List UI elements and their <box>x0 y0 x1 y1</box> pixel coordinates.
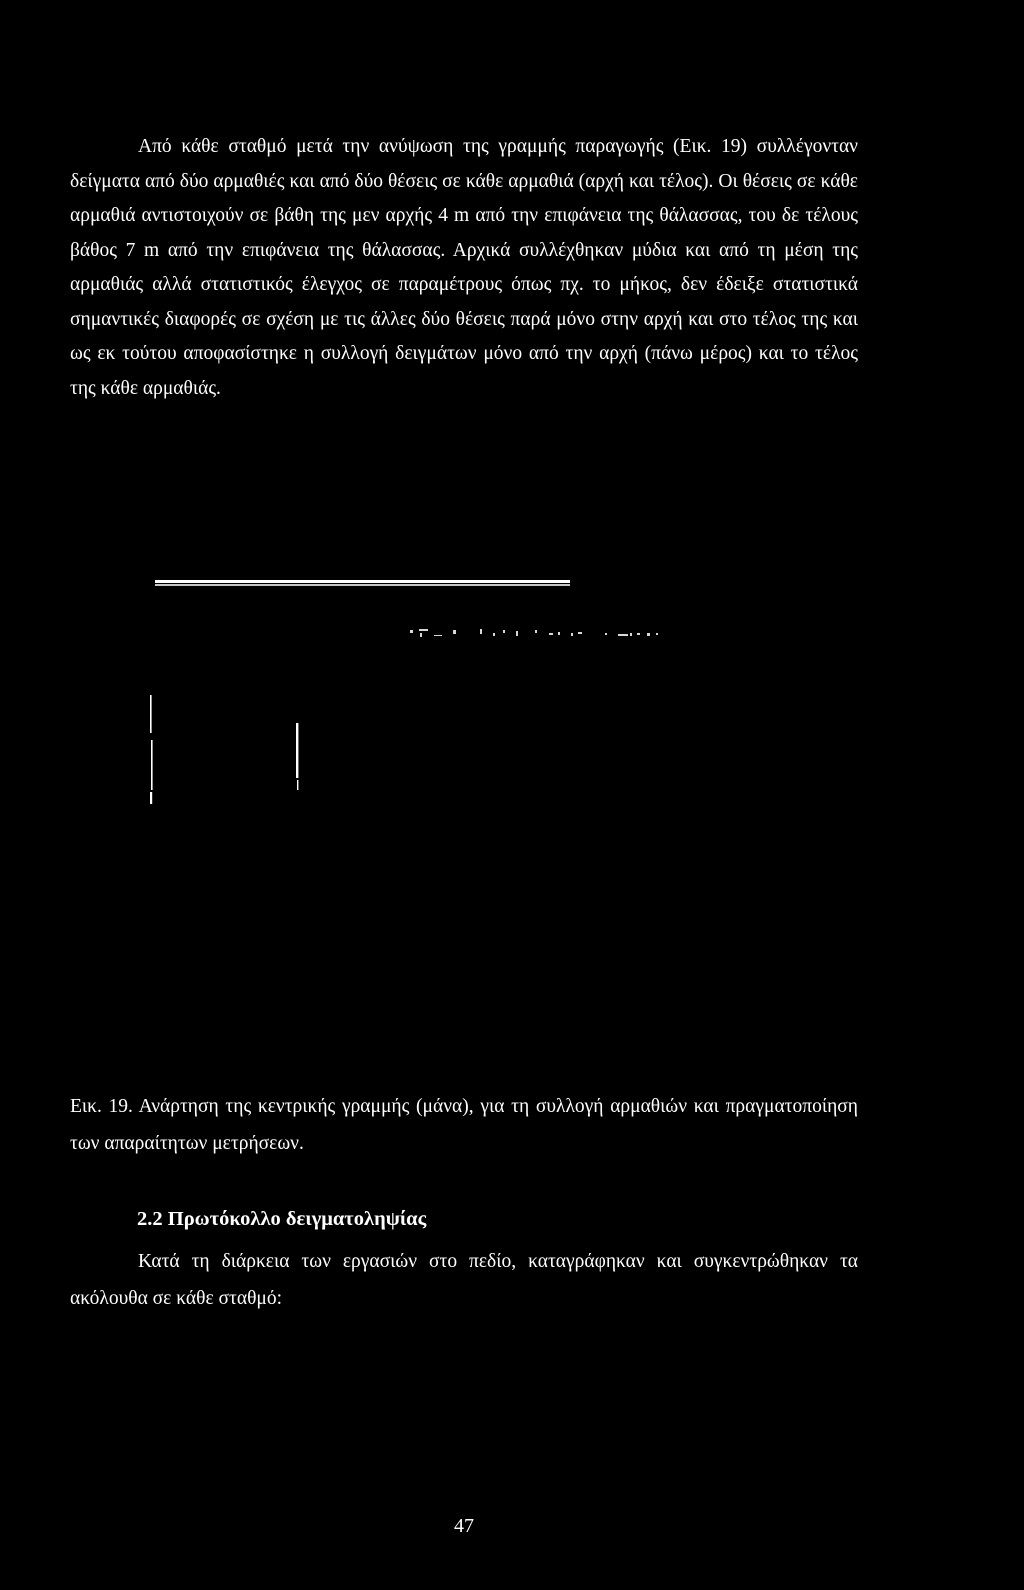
intro-paragraph: Από κάθε σταθμό μετά την ανύψωση της γραμμής παραγωγής (Εικ. 19) συλλέγονταν δείγματα από δύο αρμαθιές και από δύο θέσεις σε κάθε αρμαθιά (αρχή και τέλος). Οι θέσεις σε κάθε αρμαθιά αντιστοιχούν σε βάθη της μεν αρχής 4 m από την επιφάνεια της θάλασσας, του δε τέλους βάθος 7 m από την επιφάνεια της θάλασσας. Αρχικά συλλέχθηκαν μύδια και από τη μέση της αρμαθιάς αλλά στατιστικός έλεγχος σε παραμέτρους όπως πχ. το μήκος, δεν έδειξε στατιστικά σημαντικές διαφορές σε σχέση με τις άλλες δύο θέσεις παρά μόνο στην αρχή και στο τέλος της και ως εκ τούτου αποφασίστηκε η συλλογή δειγμάτων μόνο από την αρχή (πάνω μέρος) και το τέλος της κάθε αρμαθιάς. <box>70 136 858 399</box>
figure-caption: Εικ. 19. Ανάρτηση της κεντρικής γραμμής (μάνα), για τη συλλογή αρμαθιών και πραγματοποίηση των απαραίτητων μετρήσεων. <box>70 1096 858 1154</box>
mussel-rope-graphics <box>150 695 298 804</box>
page-number: 47 <box>454 1515 474 1537</box>
section-heading: 2.2 Πρωτόκολλο δειγματοληψίας <box>137 1208 427 1230</box>
main-line-graphic <box>155 580 570 583</box>
figure-19-image <box>140 580 660 820</box>
protocol-paragraph: Κατά τη διάρκεια των εργασιών στο πεδίο, καταγράφηκαν και συγκεντρώθηκαν τα ακόλουθα σε κάθε σταθμό: <box>70 1251 858 1309</box>
float-row-graphic <box>410 629 658 637</box>
